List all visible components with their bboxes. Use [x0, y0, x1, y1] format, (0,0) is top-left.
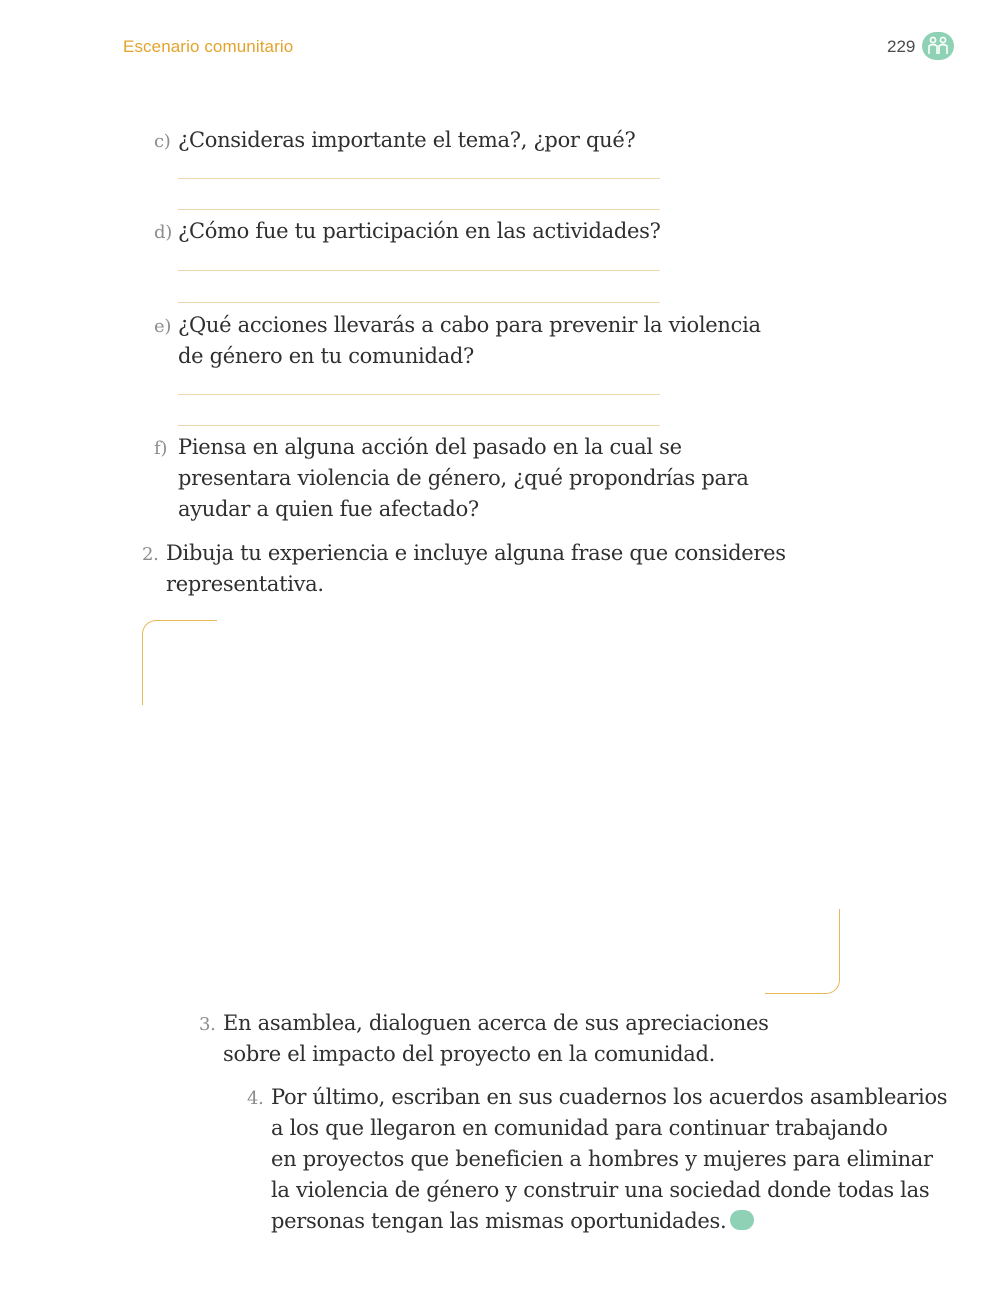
answer-line-c2[interactable]: [178, 209, 660, 210]
item-4-line-5: [271, 1206, 947, 1237]
answer-line-e1[interactable]: [178, 394, 660, 395]
question-f: [154, 432, 749, 525]
drawing-frame-top-left-corner: [142, 620, 217, 705]
item-3-marker: 3.: [199, 1014, 216, 1035]
question-d: [154, 216, 661, 247]
question-f-marker: f): [154, 438, 168, 459]
question-c-marker: c): [154, 131, 171, 152]
question-d-marker: d): [154, 222, 172, 243]
item-2: [142, 538, 786, 600]
item-4-line-1: Por último, escriban en sus cuadernos los acuerdos asamblearios: [271, 1085, 948, 1109]
community-logo-icon: [922, 32, 954, 60]
answer-line-d1[interactable]: [178, 270, 660, 271]
community-logo-small-icon: [730, 1210, 754, 1230]
item-3-line-2: sobre el impacto del proyecto en la comunidad.: [223, 1042, 716, 1066]
answer-line-d2[interactable]: [178, 302, 660, 303]
section-title: Escenario comunitario: [123, 37, 294, 56]
item-4: [247, 1082, 948, 1237]
item-2-marker: 2.: [142, 544, 159, 565]
question-f-line-2: presentara violencia de género, ¿qué propondrías para: [178, 466, 749, 490]
item-4-line-3: en proyectos que beneficien a hombres y mujeres para eliminar: [271, 1147, 933, 1171]
item-3-line-1: En asamblea, dialoguen acerca de sus apreciaciones: [223, 1011, 769, 1035]
question-e: [154, 310, 761, 372]
answer-line-e2[interactable]: [178, 425, 660, 426]
question-e-line-2: de género en tu comunidad?: [178, 344, 474, 368]
item-2-line-1: Dibuja tu experiencia e incluye alguna frase que consideres: [166, 541, 786, 565]
drawing-frame-bottom-right-corner: [765, 909, 840, 994]
item-4-marker: 4.: [247, 1088, 264, 1109]
item-4-line-2: a los que llegaron en comunidad para continuar trabajando: [271, 1116, 888, 1140]
page-number: 229: [887, 37, 916, 56]
question-e-marker: e): [154, 316, 172, 337]
question-f-line-1: Piensa en alguna acción del pasado en la cual se: [178, 435, 682, 459]
item-3: [199, 1008, 769, 1070]
question-c-text: ¿Consideras importante el tema?, ¿por qué?: [178, 128, 636, 152]
question-e-line-1: ¿Qué acciones llevarás a cabo para prevenir la violencia: [178, 313, 761, 337]
item-2-line-2: representativa.: [166, 572, 324, 596]
question-f-line-3: ayudar a quien fue afectado?: [178, 497, 479, 521]
answer-line-c1[interactable]: [178, 178, 660, 179]
question-c: [154, 125, 636, 156]
item-4-line-4: la violencia de género y construir una sociedad donde todas las: [271, 1178, 930, 1202]
question-d-text: ¿Cómo fue tu participación en las actividades?: [178, 219, 661, 243]
item-4-line-5-text: personas tengan las mismas oportunidades.: [271, 1209, 727, 1233]
